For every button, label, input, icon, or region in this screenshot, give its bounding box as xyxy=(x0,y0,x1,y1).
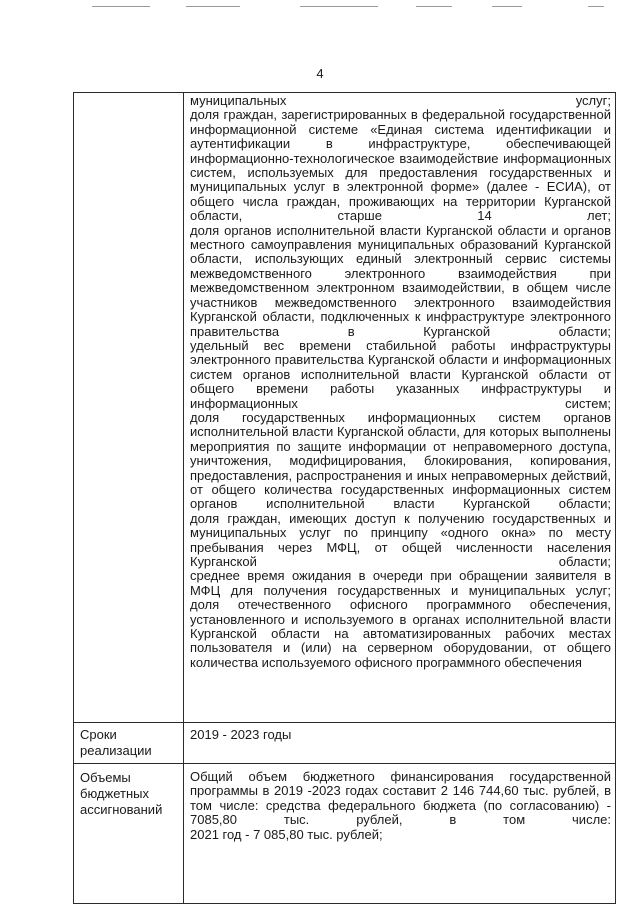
timeline-value: 2019 - 2023 годы xyxy=(190,727,292,742)
budget-paragraph: Общий объем бюджетного финансирования государственной программы в 2019 -2023 годах составит 2 146 744,60 тыс. рублей, в том числе: средства федерального бюджета (по согласованию) - 7085,80 тыс. рублей, в том числе: xyxy=(190,769,611,828)
budget-paragraph: 2021 год - 7 085,80 тыс. рублей; xyxy=(190,826,383,842)
indicator-paragraph: муниципальных услуг; xyxy=(190,93,611,108)
scan-marks xyxy=(0,0,640,12)
indicator-paragraph: доля граждан, имеющих доступ к получению государственных и муниципальных услуг по принципу «одного окна» по месту пребывания через МФЦ, от общей численности населения Курганской области; xyxy=(190,510,611,569)
label-cell xyxy=(74,93,184,723)
program-passport-table xyxy=(73,92,616,904)
value-cell xyxy=(184,93,616,723)
indicator-paragraph: доля государственных информационных систем органов исполнительной власти Курганской области, для которых выполнены мероприятия по защите информации от неправомерного доступа, уничтожения, модифицирования, блокирования, копирования, предоставления, распространения и иных неправомерных действий, от общего количества государственных информационных систем органов исполнительной власти Курганской области; xyxy=(190,409,611,512)
label-cell xyxy=(74,764,184,904)
value-cell xyxy=(184,723,616,764)
indicator-paragraph: среднее время ожидания в очереди при обращении заявителя в МФЦ для получения государственных и муниципальных услуг; xyxy=(190,568,611,598)
row-label xyxy=(74,93,183,101)
table-row-budget xyxy=(74,764,616,904)
indicators-text xyxy=(184,93,615,672)
table-row-indicators xyxy=(74,93,616,723)
timeline-text xyxy=(184,723,615,744)
page-number: 4 xyxy=(316,66,324,81)
row-label: Объемы бюджетных ассигнований xyxy=(80,770,163,817)
indicator-paragraph: удельный вес времени стабильной работы инфраструктуры электронного правительства Курганской области и информационных систем органов исполнительной власти Курганской области от общего времени работы указанных инфраструктуры и информационных систем; xyxy=(190,337,611,411)
value-cell xyxy=(184,764,616,904)
indicator-paragraph: доля органов исполнительной власти Курганской области и органов местного самоуправления муниципальных образований Курганской области, использующих единый электронный сервис системы межведомственного электронного взаимодействия при межведомственном электронном взаимодействии, в общем числе участников межведомственного электронного взаимодействия Курганской области, подключенных к инфраструктуре электронного правительства в Курганской области; xyxy=(190,222,611,339)
indicator-paragraph: доля граждан, зарегистрированных в федеральной государственной информационной системе «Единая система идентификации и аутентификации в инфраструктуре, обеспечивающей информационно-технологическое взаимодействие информационных систем, используемых для предоставления государственных и муниципальных услуг в электронной форме» (далее - ЕСИА), от общего числа граждан, проживающих на территории Курганской области, старше 14 лет; xyxy=(190,107,611,224)
label-cell xyxy=(74,723,184,764)
row-label: Сроки реализации xyxy=(80,727,152,758)
indicator-paragraph: доля отечественного офисного программного обеспечения, установленного и используемого в органах исполнительной власти Курганской области на автоматизированных рабочих местах пользователя и (или) на серверном оборудовании, от общего количества используемого офисного программного обеспечения xyxy=(190,597,611,670)
table-row-timeline xyxy=(74,723,616,764)
budget-text xyxy=(184,764,615,844)
